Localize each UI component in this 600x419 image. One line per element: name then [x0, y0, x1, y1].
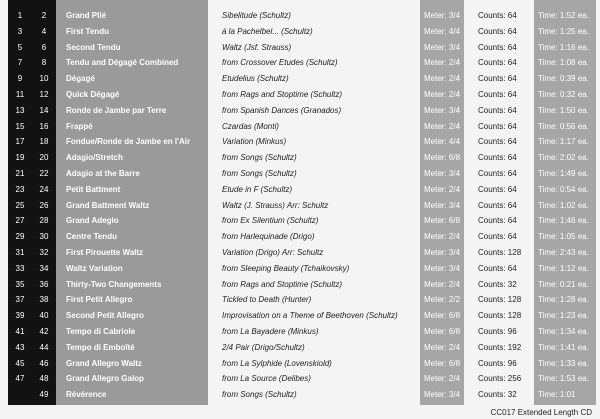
track-time: Time: 1:49 ea.	[538, 169, 589, 178]
track-composer: from Spanish Dances (Granados)	[222, 105, 342, 115]
track-number-a: 35	[15, 279, 25, 289]
track-composer: Variation (Minkus)	[222, 137, 287, 147]
track-composer: Sibelitude (Schultz)	[222, 11, 291, 20]
track-counts: Counts: 192	[478, 342, 522, 352]
track-counts: Counts: 64	[478, 26, 517, 36]
track-title: Petit Battment	[66, 184, 121, 194]
track-counts: Counts: 96	[478, 358, 517, 368]
track-title: Ronde de Jambe par Terre	[66, 105, 167, 115]
track-composer: from La Source (Delibes)	[222, 374, 311, 384]
track-number-b: 30	[39, 232, 49, 242]
track-row	[0, 340, 600, 356]
track-number-b: 46	[39, 358, 49, 368]
track-time: Time: 1:08 ea.	[538, 58, 589, 68]
track-composer: from Harlequinade (Drigo)	[222, 232, 315, 242]
track-title: Grand Battment Waltz	[66, 200, 150, 210]
track-counts: Counts: 64	[478, 263, 517, 273]
track-time: Time: 1:46 ea.	[538, 216, 589, 226]
track-counts: Counts: 32	[478, 390, 517, 400]
track-counts: Counts: 64	[478, 200, 517, 210]
track-composer: 2/4 Pair (Drigo/Schultz)	[222, 342, 305, 352]
track-meter: Meter: 4/4	[424, 137, 461, 147]
track-meter: Meter: 3/4	[424, 200, 461, 210]
track-row	[0, 371, 600, 387]
track-counts: Counts: 64	[478, 74, 517, 84]
track-title: Tendu and Dégagé Combined	[66, 58, 179, 68]
track-number-a: 41	[15, 327, 25, 336]
track-time: Time: 1:53 ea.	[538, 374, 589, 384]
track-number-b: 26	[39, 200, 49, 210]
track-counts: Counts: 64	[478, 216, 517, 226]
track-meter: Meter: 6/8	[424, 327, 461, 336]
track-number-a: 5	[17, 42, 23, 52]
track-composer: from La Bayadere (Minkus)	[222, 327, 319, 336]
track-meter: Meter: 2/4	[424, 232, 461, 242]
track-time: Time: 1:23 ea.	[538, 311, 589, 321]
track-counts: Counts: 64	[478, 105, 517, 115]
track-number-b: 22	[39, 169, 49, 178]
track-number-a: 45	[15, 358, 25, 368]
track-time: Time: 1:25 ea.	[538, 26, 589, 36]
track-meter: Meter: 6/8	[424, 311, 461, 321]
track-counts: Counts: 64	[478, 42, 517, 52]
track-title: Thirty-Two Changements	[66, 279, 162, 289]
track-counts: Counts: 64	[478, 90, 517, 99]
track-title: Tempo di Emboîté	[66, 342, 135, 352]
track-meter: Meter: 3/4	[424, 11, 461, 20]
track-number-a: 11	[15, 90, 25, 99]
track-counts: Counts: 64	[478, 137, 517, 147]
track-counts: Counts: 32	[478, 279, 517, 289]
track-time: Time: 1:16 ea.	[538, 42, 589, 52]
track-counts: Counts: 64	[478, 11, 517, 20]
track-title: First Petit Allegro	[66, 295, 133, 305]
track-counts: Counts: 128	[478, 248, 522, 257]
track-composer: Etude in F (Schultz)	[222, 184, 293, 194]
track-meter: Meter: 3/4	[424, 169, 461, 178]
track-meter: Meter: 2/4	[424, 374, 461, 384]
track-meter: Meter: 2/4	[424, 342, 461, 352]
track-time: Time: 0:54 ea.	[538, 184, 589, 194]
track-number-a: 25	[15, 200, 25, 210]
track-meter: Meter: 2/2	[424, 295, 461, 305]
track-composer: Czardas (Monti)	[222, 121, 279, 131]
track-number-b: 38	[39, 295, 49, 305]
track-composer: from Crossover Etudes (Schultz)	[222, 58, 338, 68]
track-number-a: 7	[17, 58, 23, 68]
track-number-b: 6	[41, 42, 47, 52]
track-counts: Counts: 256	[478, 374, 522, 384]
track-title: Adagio at the Barre	[66, 169, 140, 178]
track-title: Second Tendu	[66, 42, 121, 52]
track-row	[0, 103, 600, 119]
track-composer: from Rags and Stoptime (Schultz)	[222, 279, 343, 289]
track-number-a: 15	[15, 121, 25, 131]
track-title: Centre Tendu	[66, 232, 117, 242]
track-number-b: 36	[39, 279, 49, 289]
track-composer: from La Sylphide (Lovenskiold)	[222, 358, 332, 368]
track-number-b: 14	[39, 105, 49, 115]
track-title: Dégagé	[66, 74, 95, 84]
track-number-b: 49	[39, 390, 49, 400]
track-row	[0, 71, 600, 87]
track-title: Grand Allegro Galop	[66, 374, 144, 384]
track-title: First Pirouette Waltz	[66, 248, 144, 257]
track-row	[0, 24, 600, 40]
track-number-a: 43	[15, 342, 25, 352]
track-meter: Meter: 2/4	[424, 184, 461, 194]
track-composer: Waltz (Jsf. Strauss)	[222, 42, 292, 52]
track-composer: from Sleeping Beauty (Tchaikovsky)	[222, 263, 350, 273]
track-counts: Counts: 64	[478, 153, 517, 163]
track-number-b: 10	[39, 74, 49, 84]
track-time: Time: 1:52 ea.	[538, 11, 589, 20]
track-row	[0, 40, 600, 56]
track-counts: Counts: 64	[478, 232, 517, 242]
track-row	[0, 150, 600, 166]
track-number-b: 4	[41, 26, 47, 36]
track-composer: Waltz (J. Strauss) Arr: Schultz	[222, 200, 329, 210]
track-number-a: 1	[17, 11, 23, 20]
track-number-a: 17	[15, 137, 25, 147]
track-row	[0, 324, 600, 340]
track-title: Frappé	[66, 121, 93, 131]
track-number-a: 19	[15, 153, 25, 163]
track-counts: Counts: 96	[478, 327, 517, 336]
track-number-b: 34	[39, 263, 49, 273]
track-composer: á la Pachelbel... (Schultz)	[222, 26, 313, 36]
track-title: Grand Plié	[66, 11, 107, 20]
track-title: Grand Allegro Waltz	[66, 358, 142, 368]
track-number-a: 29	[15, 232, 25, 242]
track-number-a: 33	[15, 263, 25, 273]
track-title: Waltz Variation	[66, 263, 123, 273]
track-time: Time: 0:39 ea.	[538, 74, 589, 84]
track-number-a: 37	[15, 295, 25, 305]
track-time: Time: 1:01	[538, 390, 576, 400]
track-number-a: 31	[15, 248, 25, 257]
track-row	[0, 87, 600, 103]
track-meter: Meter: 3/4	[424, 248, 461, 257]
track-counts: Counts: 64	[478, 169, 517, 178]
track-row	[0, 308, 600, 324]
track-meter: Meter: 3/4	[424, 105, 461, 115]
track-row	[0, 8, 600, 24]
track-composer: from Songs (Schultz)	[222, 169, 297, 178]
track-meter: Meter: 3/4	[424, 263, 461, 273]
track-composer: Etudelius (Schultz)	[222, 74, 289, 84]
track-row	[0, 387, 600, 403]
track-number-a: 21	[15, 169, 25, 178]
track-meter: Meter: 2/4	[424, 90, 461, 99]
track-composer: from Songs (Schultz)	[222, 153, 297, 163]
catalog-footer: CC017 Extended Length CD	[490, 408, 592, 417]
track-number-b: 28	[39, 216, 49, 226]
track-time: Time: 1:33 ea.	[538, 358, 589, 368]
track-time: Time: 2:02 ea.	[538, 153, 589, 163]
track-row	[0, 55, 600, 71]
track-row	[0, 229, 600, 245]
track-meter: Meter: 4/4	[424, 26, 461, 36]
track-meter: Meter: 6/8	[424, 358, 461, 368]
track-time: Time: 1:17 ea.	[538, 137, 589, 147]
track-row	[0, 356, 600, 372]
track-number-b: 12	[39, 90, 49, 99]
track-number-a: 27	[15, 216, 25, 226]
track-row	[0, 198, 600, 214]
track-composer: Variation (Drigo) Arr: Schultz	[222, 248, 324, 257]
track-meter: Meter: 3/4	[424, 42, 461, 52]
track-number-a: 9	[17, 74, 23, 84]
track-row	[0, 119, 600, 135]
track-composer: Tickled to Death (Hunter)	[222, 295, 312, 305]
track-composer: from Ex Silentium (Schultz)	[222, 216, 319, 226]
track-number-b: 24	[39, 184, 49, 194]
track-number-b: 20	[39, 153, 49, 163]
track-time: Time: 1:41 ea.	[538, 342, 589, 352]
track-time: Time: 0:32 ea.	[538, 90, 589, 99]
track-meter: Meter: 6/8	[424, 153, 461, 163]
track-time: Time: 1:05 ea.	[538, 232, 589, 242]
track-time: Time: 0:56 ea.	[538, 121, 589, 131]
track-number-b: 8	[41, 58, 47, 68]
track-row	[0, 134, 600, 150]
track-counts: Counts: 64	[478, 121, 517, 131]
track-row	[0, 277, 600, 293]
track-row	[0, 292, 600, 308]
track-counts: Counts: 128	[478, 295, 522, 305]
track-composer: from Songs (Schultz)	[222, 390, 297, 400]
track-number-b: 42	[39, 327, 49, 336]
track-title: Grand Adegio	[66, 216, 119, 226]
track-time: Time: 1:50 ea.	[538, 105, 589, 115]
track-title: Fondue/Ronde de Jambe en l'Air	[66, 137, 191, 147]
track-number-b: 32	[39, 248, 49, 257]
track-title: Second Petit Allegro	[66, 311, 144, 321]
track-title: Quick Dégagé	[66, 90, 120, 99]
track-meter: Meter: 2/4	[424, 121, 461, 131]
track-title: Adagio/Stretch	[66, 153, 123, 163]
track-composer: Improvisation on a Theme of Beethoven (Schultz)	[222, 311, 398, 321]
track-time: Time: 2:43 ea.	[538, 248, 589, 257]
track-number-a: 13	[15, 105, 25, 115]
track-row	[0, 261, 600, 277]
track-title: Révérence	[66, 390, 107, 400]
track-meter: Meter: 2/4	[424, 74, 461, 84]
track-title: Tempo di Cabriole	[66, 327, 136, 336]
track-meter: Meter: 6/8	[424, 216, 461, 226]
track-title: First Tendu	[66, 26, 109, 36]
track-time: Time: 1:34 ea.	[538, 327, 589, 336]
track-meter: Meter: 2/4	[424, 279, 461, 289]
track-row	[0, 166, 600, 182]
track-meter: Meter: 2/4	[424, 58, 461, 68]
track-time: Time: 1:28 ea.	[538, 295, 589, 305]
track-counts: Counts: 64	[478, 58, 517, 68]
track-time: Time: 1:12 ea.	[538, 263, 589, 273]
track-number-b: 18	[39, 137, 49, 147]
track-composer: from Rags and Stoptime (Schultz)	[222, 90, 343, 99]
track-meter: Meter: 3/4	[424, 390, 461, 400]
track-counts: Counts: 64	[478, 184, 517, 194]
track-number-a: 23	[15, 184, 25, 194]
track-number-a: 39	[15, 311, 25, 321]
track-number-b: 40	[39, 311, 49, 321]
track-number-a: 3	[17, 26, 23, 36]
track-number-a: 47	[15, 374, 25, 384]
track-time: Time: 1:02 ea.	[538, 200, 589, 210]
track-row	[0, 182, 600, 198]
track-counts: Counts: 128	[478, 311, 522, 321]
track-number-b: 2	[41, 11, 47, 20]
track-row	[0, 245, 600, 261]
track-row	[0, 213, 600, 229]
track-number-b: 48	[39, 374, 49, 384]
track-time: Time: 0:21 ea.	[538, 279, 589, 289]
track-number-b: 16	[39, 121, 49, 131]
track-number-b: 44	[39, 342, 49, 352]
